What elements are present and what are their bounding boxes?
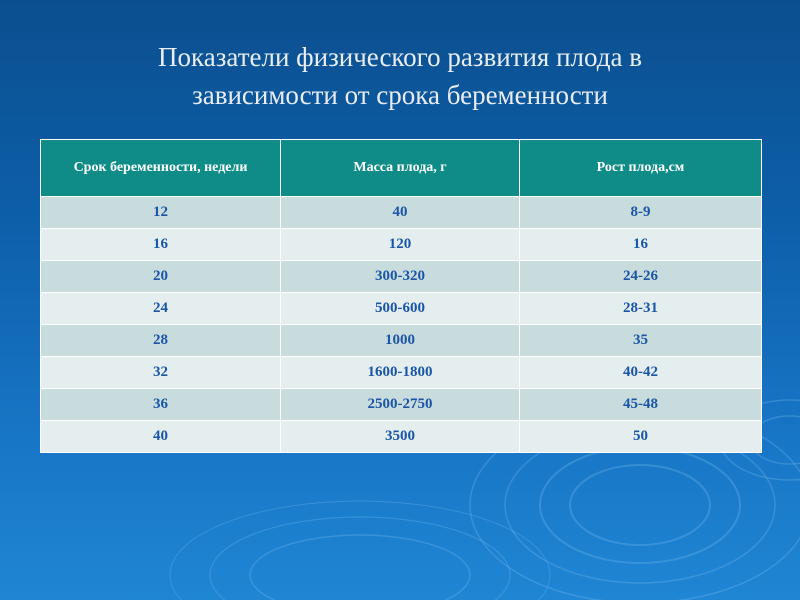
cell-gestation-weeks: 24: [41, 293, 281, 325]
table-row: [41, 261, 762, 293]
slide-title-line-1: Показатели физического развития плода в: [158, 42, 642, 72]
cell-fetal-mass: 120: [281, 229, 520, 261]
slide-title: [100, 38, 700, 114]
cell-fetal-length: 50: [520, 421, 762, 453]
table-row: [41, 325, 762, 357]
cell-gestation-weeks: 36: [41, 389, 281, 421]
cell-gestation-weeks: 32: [41, 357, 281, 389]
table-row: [41, 229, 762, 261]
cell-gestation-weeks: 28: [41, 325, 281, 357]
cell-fetal-mass: 40: [281, 197, 520, 229]
cell-fetal-mass: 1000: [281, 325, 520, 357]
cell-gestation-weeks: 40: [41, 421, 281, 453]
cell-fetal-length: 35: [520, 325, 762, 357]
cell-fetal-mass: 500-600: [281, 293, 520, 325]
column-header-gestation-weeks: Срок беременности, недели: [41, 140, 281, 197]
table-row: [41, 293, 762, 325]
cell-fetal-length: 45-48: [520, 389, 762, 421]
column-header-fetal-mass: Масса плода, г: [281, 140, 520, 197]
cell-fetal-mass: 300-320: [281, 261, 520, 293]
cell-fetal-mass: 2500-2750: [281, 389, 520, 421]
cell-fetal-mass: 3500: [281, 421, 520, 453]
cell-fetal-length: 8-9: [520, 197, 762, 229]
table-row: [41, 389, 762, 421]
slide-title-line-2: зависимости от срока беременности: [192, 80, 608, 110]
table-header-row: [41, 140, 762, 197]
table-row: [41, 421, 762, 453]
table-row: [41, 357, 762, 389]
cell-gestation-weeks: 16: [41, 229, 281, 261]
cell-fetal-length: 16: [520, 229, 762, 261]
table-row: [41, 197, 762, 229]
fetal-development-table: [40, 139, 762, 453]
cell-gestation-weeks: 12: [41, 197, 281, 229]
column-header-fetal-length: Рост плода,см: [520, 140, 762, 197]
cell-fetal-length: 24-26: [520, 261, 762, 293]
cell-fetal-length: 40-42: [520, 357, 762, 389]
cell-fetal-length: 28-31: [520, 293, 762, 325]
cell-fetal-mass: 1600-1800: [281, 357, 520, 389]
cell-gestation-weeks: 20: [41, 261, 281, 293]
